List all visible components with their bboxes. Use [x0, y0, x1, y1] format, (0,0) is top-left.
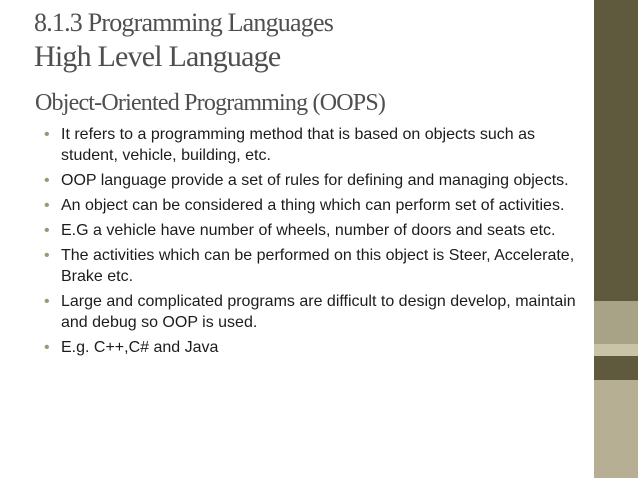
bullet-text: E.G a vehicle have number of wheels, number of doors and seats etc.: [61, 222, 556, 239]
bullet-icon: •: [44, 247, 50, 264]
slide-title: [34, 6, 594, 74]
bullet-list: [43, 124, 595, 362]
bullet-text: Large and complicated programs are difficult to design develop, maintain and debug so OOP is used.: [61, 293, 576, 331]
bullet-item: [43, 337, 595, 358]
sidebar-accent-lower: [594, 380, 638, 478]
slide-subtitle: Object-Oriented Programming (OOPS): [35, 90, 386, 116]
bullet-text: The activities which can be performed on this object is Steer, Accelerate, Brake etc.: [61, 247, 575, 285]
bullet-icon: •: [44, 339, 50, 356]
bullet-text: It refers to a programming method that is based on objects such as student, vehicle, building, etc.: [61, 126, 536, 164]
bullet-item: [43, 170, 595, 191]
bullet-icon: •: [44, 197, 50, 214]
bullet-item: [43, 245, 595, 287]
sidebar-accent-band: [594, 301, 638, 344]
bullet-item: [43, 291, 595, 333]
bullet-text: An object can be considered a thing which can perform set of activities.: [61, 197, 565, 214]
bullet-item: [43, 220, 595, 241]
section-heading: 8.1.3 Programming Languages: [34, 8, 334, 37]
sidebar-accent-stripe: [594, 344, 638, 356]
bullet-item: [43, 195, 595, 216]
bullet-icon: •: [44, 222, 50, 239]
topic-heading: High Level Language: [34, 40, 281, 73]
bullet-text: OOP language provide a set of rules for defining and managing objects.: [61, 172, 569, 189]
bullet-icon: •: [44, 293, 50, 310]
bullet-icon: •: [44, 172, 50, 189]
bullet-item: [43, 124, 595, 166]
bullet-icon: •: [44, 126, 50, 143]
bullet-text: E.g. C++,C# and Java: [61, 339, 219, 356]
